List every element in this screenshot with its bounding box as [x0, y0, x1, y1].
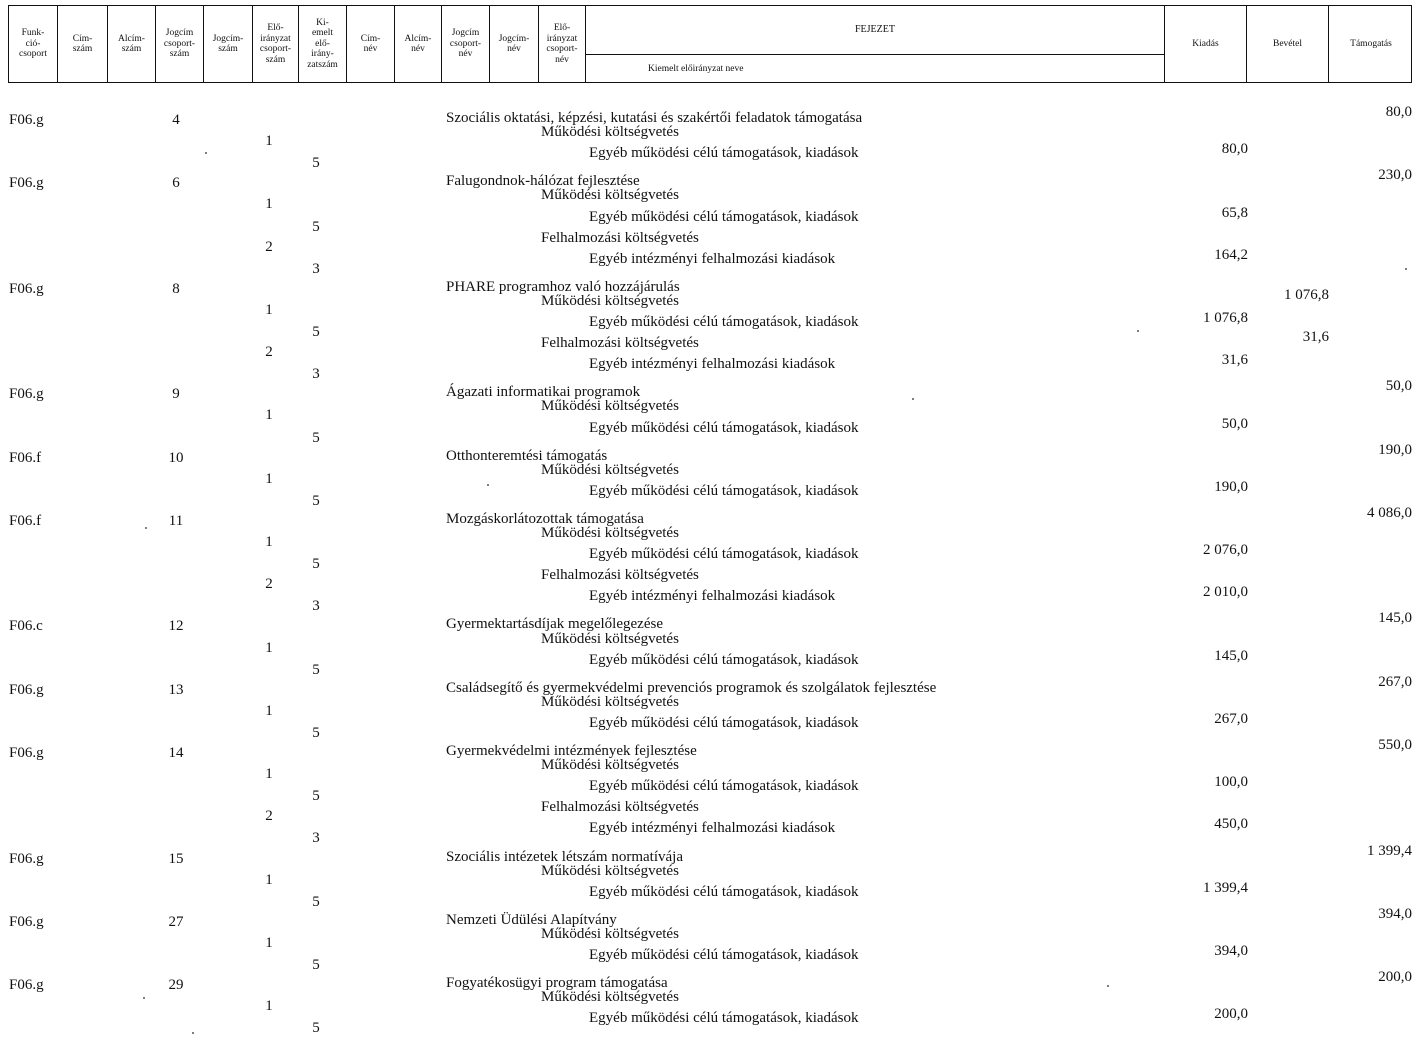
eloiranyzat-csoport-szam: 1 — [265, 133, 273, 150]
eloiranyzat-csoport-name: Működési költségvetés — [541, 187, 679, 204]
eloiranyzat-csoport-szam: 1 — [265, 196, 273, 213]
jogcim-title: Családsegítő és gyermekvédelmi prevenciós programok és szolgálatok fejlesztése — [446, 679, 937, 696]
jogcim-szam: 10 — [168, 449, 184, 466]
eloiranyzat-csoport-name: Felhalmozási költségvetés — [541, 229, 699, 246]
eloiranyzat-csoport-name: Működési költségvetés — [541, 630, 679, 647]
header-fejezet: FEJEZET — [586, 6, 1164, 55]
kiemelt-eloiranyzat-szam: 5 — [312, 429, 320, 446]
eloiranyzat-csoport-name: Működési költségvetés — [541, 757, 679, 774]
kiemelt-eloiranyzat-szam: 5 — [312, 492, 320, 509]
kiemelt-eloiranyzat-name: Egyéb működési célú támogatások, kiadások — [589, 883, 859, 900]
kiemelt-eloiranyzat-name: Egyéb intézményi felhalmozási kiadások — [589, 820, 836, 837]
header-cim-nev: Cím- név — [347, 6, 395, 82]
eloiranyzat-csoport-szam: 1 — [265, 871, 273, 888]
scan-speck — [192, 1032, 194, 1034]
kiemelt-eloiranyzat-name: Egyéb működési célú támogatások, kiadások — [589, 651, 859, 668]
header-kiemelt-eloiranyzat-neve: Kiemelt előirányzat neve — [648, 64, 744, 74]
jogcim-szam: 13 — [168, 681, 184, 698]
eloiranyzat-csoport-szam: 1 — [265, 407, 273, 424]
header-kiemelt-eloiranyzat-szam: Ki- emelt elő- irány- zatszám — [299, 6, 347, 82]
tamogatas-value: 145,0 — [1378, 610, 1412, 627]
header-tamogatas: Támogatás — [1350, 38, 1392, 49]
header-fejezet-cell — [586, 6, 1165, 82]
kiemelt-eloiranyzat-name: Egyéb intézményi felhalmozási kiadások — [589, 250, 836, 267]
scan-speck — [1137, 330, 1139, 332]
scan-speck — [487, 484, 489, 486]
kiemelt-eloiranyzat-szam: 3 — [312, 830, 320, 847]
jogcim-title: Szociális intézetek létszám normatívája — [446, 848, 683, 865]
scan-speck — [912, 398, 914, 400]
eloiranyzat-csoport-szam: 1 — [265, 998, 273, 1015]
eloiranyzat-csoport-szam: 2 — [265, 576, 273, 593]
jogcim-szam: 4 — [172, 112, 180, 128]
jogcim-title: Gyermektartásdíjak megelőlegezése — [446, 616, 663, 633]
jogcim-title: Gyermekvédelmi intézmények fejlesztése — [446, 743, 697, 759]
jogcim-szam: 14 — [168, 745, 184, 761]
eloiranyzat-csoport-name: Működési költségvetés — [541, 989, 679, 1006]
jogcim-title: Mozgáskorlátozottak támogatása — [446, 510, 644, 527]
jogcim-title: Falugondnok-hálózat fejlesztése — [446, 173, 640, 190]
eloiranyzat-csoport-szam: 1 — [265, 934, 273, 951]
kiemelt-eloiranyzat-szam: 5 — [312, 155, 320, 172]
eloiranyzat-csoport-szam: 1 — [265, 766, 273, 783]
kiemelt-eloiranyzat-name: Egyéb intézményi felhalmozási kiadások — [589, 588, 836, 605]
jogcim-szam: 8 — [172, 280, 180, 297]
kiadas-value: 2 010,0 — [1203, 584, 1248, 601]
bevetel-value: 1 076,8 — [1284, 286, 1329, 303]
kiemelt-eloiranyzat-name: Egyéb intézményi felhalmozási kiadások — [589, 356, 836, 373]
kiadas-value: 1 399,4 — [1203, 879, 1248, 896]
tamogatas-value: 50,0 — [1385, 378, 1412, 395]
header-jogcim-szam: Jogcím- szám — [204, 6, 253, 82]
funkcio-csoport: F06.g — [9, 977, 44, 994]
kiemelt-eloiranyzat-szam: 5 — [312, 556, 320, 573]
kiadas-value: 50,0 — [1221, 415, 1248, 432]
kiemelt-eloiranyzat-szam: 5 — [312, 957, 320, 973]
jogcim-title: Otthonteremtési támogatás — [446, 447, 608, 464]
eloiranyzat-csoport-name: Működési költségvetés — [541, 124, 679, 141]
header-jogcimcsoport-szam: Jogcím csoport- szám — [156, 6, 204, 82]
tamogatas-value: 4 086,0 — [1367, 504, 1412, 521]
jogcim-title: Fogyatékosügyi program támogatása — [446, 975, 668, 992]
kiemelt-eloiranyzat-name: Egyéb működési célú támogatások, kiadások — [589, 778, 859, 795]
tamogatas-value: 80,0 — [1385, 104, 1412, 120]
eloiranyzat-csoport-name: Működési költségvetés — [541, 525, 679, 541]
jogcim-szam: 27 — [168, 913, 184, 930]
kiemelt-eloiranyzat-szam: 3 — [312, 260, 320, 277]
header-jogcimcsoport-nev: Jogcím csoport- név — [442, 6, 490, 82]
scan-speck — [1405, 268, 1407, 270]
header-bevetel: Bevétel — [1247, 6, 1329, 82]
kiemelt-eloiranyzat-szam: 3 — [312, 598, 320, 615]
eloiranyzat-csoport-szam: 1 — [265, 301, 273, 318]
scan-speck — [143, 997, 145, 999]
kiemelt-eloiranyzat-name: Egyéb működési célú támogatások, kiadások — [589, 546, 859, 563]
kiemelt-eloiranyzat-name: Egyéb működési célú támogatások, kiadások — [589, 482, 859, 499]
kiadas-value: 394,0 — [1214, 943, 1248, 959]
eloiranyzat-csoport-name: Működési költségvetés — [541, 862, 679, 879]
header-alcim-szam: Alcím- szám — [108, 6, 156, 82]
jogcim-szam: 15 — [168, 850, 184, 867]
header-alcim-nev: Alcím- név — [395, 6, 442, 82]
tamogatas-value: 190,0 — [1378, 441, 1412, 458]
kiemelt-eloiranyzat-szam: 3 — [312, 366, 320, 383]
kiemelt-eloiranyzat-szam: 5 — [312, 661, 320, 678]
scan-speck — [1107, 985, 1109, 987]
kiadas-value: 267,0 — [1214, 710, 1248, 727]
scan-speck — [205, 152, 207, 154]
eloiranyzat-csoport-szam: 2 — [265, 808, 273, 825]
kiemelt-eloiranyzat-szam: 5 — [312, 324, 320, 340]
column-header-table — [8, 5, 1412, 83]
jogcim-szam: 6 — [172, 175, 180, 192]
eloiranyzat-csoport-name: Felhalmozási költségvetés — [541, 335, 699, 352]
eloiranyzat-csoport-name: Működési költségvetés — [541, 292, 679, 309]
funkcio-csoport: F06.g — [9, 175, 44, 192]
kiemelt-eloiranyzat-szam: 5 — [312, 1020, 320, 1037]
eloiranyzat-csoport-name: Működési költségvetés — [541, 461, 679, 478]
header-funkcio-csoport: Funk- ció- csoport — [9, 6, 58, 82]
eloiranyzat-csoport-szam: 1 — [265, 534, 273, 550]
funkcio-csoport: F06.g — [9, 112, 44, 128]
eloiranyzat-csoport-szam: 1 — [265, 702, 273, 719]
kiemelt-eloiranyzat-szam: 5 — [312, 893, 320, 910]
header-cim-szam: Cím- szám — [58, 6, 108, 82]
funkcio-csoport: F06.g — [9, 850, 44, 867]
tamogatas-value: 267,0 — [1378, 673, 1412, 690]
tamogatas-value: 1 399,4 — [1367, 842, 1412, 859]
header-eloiranyzat-csoport-szam: Elő- irányzat csoport- szám — [253, 6, 299, 82]
eloiranyzat-csoport-name: Felhalmozási költségvetés — [541, 799, 699, 816]
scan-speck — [145, 527, 147, 529]
funkcio-csoport: F06.g — [9, 280, 44, 297]
jogcim-szam: 29 — [168, 977, 184, 994]
funkcio-csoport: F06.g — [9, 386, 44, 403]
kiadas-value: 145,0 — [1214, 647, 1248, 664]
tamogatas-value: 550,0 — [1378, 737, 1412, 753]
kiadas-value: 2 076,0 — [1203, 542, 1248, 559]
kiemelt-eloiranyzat-szam: 5 — [312, 218, 320, 235]
header-eloiranyzat-csoport-nev: Elő- irányzat csoport- név — [539, 6, 586, 82]
funkcio-csoport: F06.f — [9, 449, 42, 466]
tamogatas-value: 230,0 — [1378, 167, 1412, 184]
kiemelt-eloiranyzat-name: Egyéb működési célú támogatások, kiadások — [589, 145, 859, 162]
kiadas-value: 200,0 — [1214, 1006, 1248, 1023]
funkcio-csoport: F06.c — [9, 618, 43, 635]
kiadas-value: 1 076,8 — [1203, 310, 1248, 326]
eloiranyzat-csoport-szam: 2 — [265, 238, 273, 255]
eloiranyzat-csoport-szam: 1 — [265, 639, 273, 656]
funkcio-csoport: F06.g — [9, 681, 44, 698]
kiemelt-eloiranyzat-szam: 5 — [312, 788, 320, 805]
jogcim-title: Nemzeti Üdülési Alapítvány — [446, 911, 617, 928]
kiadas-value: 164,2 — [1214, 246, 1248, 263]
kiadas-value: 80,0 — [1221, 141, 1248, 158]
eloiranyzat-csoport-name: Működési költségvetés — [541, 693, 679, 710]
kiemelt-eloiranyzat-name: Egyéb működési célú támogatások, kiadások — [589, 208, 859, 225]
kiadas-value: 31,6 — [1221, 352, 1248, 369]
kiadas-value: 100,0 — [1214, 774, 1248, 791]
header-jogcim-nev: Jogcím- név — [490, 6, 539, 82]
kiadas-value: 450,0 — [1214, 816, 1248, 833]
kiemelt-eloiranyzat-name: Egyéb működési célú támogatások, kiadások — [589, 314, 859, 330]
eloiranyzat-csoport-name: Működési költségvetés — [541, 925, 679, 942]
kiadas-value: 65,8 — [1221, 204, 1248, 221]
eloiranyzat-csoport-szam: 1 — [265, 470, 273, 487]
tamogatas-value: 200,0 — [1378, 969, 1412, 986]
eloiranyzat-csoport-name: Működési költségvetés — [541, 398, 679, 415]
kiemelt-eloiranyzat-name: Egyéb működési célú támogatások, kiadások — [589, 714, 859, 731]
tamogatas-value: 394,0 — [1378, 905, 1412, 922]
jogcim-szam: 12 — [168, 618, 184, 635]
eloiranyzat-csoport-szam: 2 — [265, 344, 273, 361]
funkcio-csoport: F06.f — [9, 512, 42, 529]
jogcim-title: Ágazati informatikai programok — [446, 384, 641, 401]
kiemelt-eloiranyzat-name: Egyéb működési célú támogatások, kiadások — [589, 947, 859, 963]
jogcim-szam: 11 — [168, 512, 184, 529]
kiemelt-eloiranyzat-name: Egyéb működési célú támogatások, kiadások — [589, 1010, 859, 1027]
kiadas-value: 190,0 — [1214, 478, 1248, 495]
funkcio-csoport: F06.g — [9, 913, 44, 930]
jogcim-szam: 9 — [172, 386, 180, 403]
kiemelt-eloiranyzat-szam: 5 — [312, 724, 320, 741]
eloiranyzat-csoport-name: Felhalmozási költségvetés — [541, 567, 699, 584]
kiemelt-eloiranyzat-name: Egyéb működési célú támogatások, kiadások — [589, 419, 859, 436]
bevetel-value: 31,6 — [1302, 329, 1329, 346]
jogcim-title: Szociális oktatási, képzési, kutatási és szakértői feladatok támogatása — [446, 110, 863, 126]
funkcio-csoport: F06.g — [9, 745, 44, 761]
jogcim-title: PHARE programhoz való hozzájárulás — [446, 278, 680, 295]
header-kiadas: Kiadás — [1165, 6, 1247, 82]
